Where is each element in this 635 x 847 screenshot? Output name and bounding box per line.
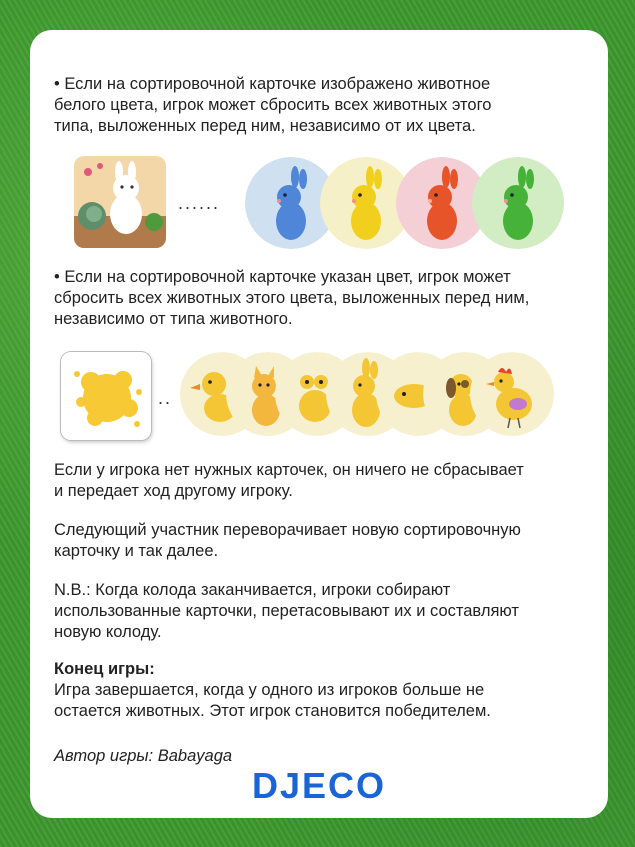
djeco-logo: DJECO [251, 765, 387, 806]
rule-white-animal: • Если на сортировочной карточке изображено животное белого цвета, игрок может сбросить всех животных этого типа, выложенных перед ним, независимо от их цвета. [54, 75, 492, 135]
rules-card [30, 30, 608, 818]
hen-icon [470, 352, 554, 436]
rabbit-icon [472, 157, 564, 249]
rule-end: Игра завершается, когда у одного из игроков больше не остается животных. Этот игрок становится победителем. [54, 681, 491, 720]
separator-dots: ...... [178, 193, 221, 213]
rule-nb: N.B.: Когда колода заканчивается, игроки собирают использованные карточки, перетасовывают их и составляют новую колоду. [54, 581, 519, 641]
end-title: Конец игры: [54, 660, 155, 678]
yellow-splash-sort-card [61, 352, 151, 440]
rule-no-cards: Если у игрока нет нужных карточек, он ничего не сбрасывает и передает ход другому игроку. [54, 461, 524, 500]
rule-next-player: Следующий участник переворачивает новую сортировочную карточку и так далее. [54, 521, 521, 560]
disc-green-rabbit [472, 157, 564, 249]
white-rabbit-icon [74, 156, 166, 248]
paint-splash-icon [61, 352, 151, 440]
author: Автор игры: Babayaga [54, 747, 233, 765]
disc-yellow-hen [470, 352, 554, 436]
separator-dots: .. [158, 388, 173, 408]
rule-color: • Если на сортировочной карточке указан цвет, игрок может сбросить всех животных этого цвета, выложенных перед ним, независимо от типа животного. [54, 268, 530, 328]
white-rabbit-sort-card [74, 156, 166, 248]
